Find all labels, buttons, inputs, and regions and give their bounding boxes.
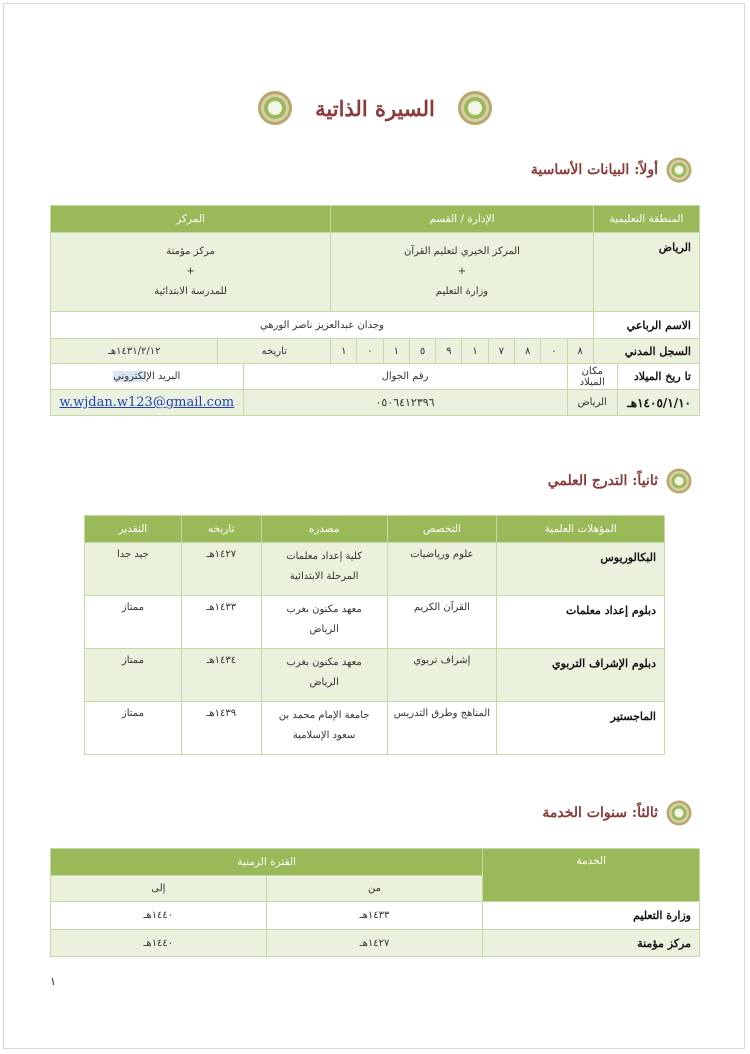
civil-date-value: ١٤٣١/٢/١٢هـ [51,339,218,364]
birthplace-label: مكان الميلاد [567,364,617,390]
grade-cell: ممتاز [85,649,182,702]
ornament-medal-icon [666,468,692,494]
source-line1: كلية إعداد معلمات [286,551,362,562]
basic-info-table [50,205,700,416]
table-row [85,543,665,596]
civil-digit: ٩ [436,339,462,364]
source-line1: جامعة الإمام محمد بن [278,710,370,721]
mobile-label: رقم الجوال [243,364,567,390]
section-academic-heading [548,468,692,494]
civil-digit: ٨ [515,339,541,364]
email-label-part1: البريد ال [146,371,181,382]
ornament-medal-icon [257,90,293,126]
region-value: الرياض [593,233,699,312]
email-link[interactable]: w.wjdan.w123@gmail.com [59,395,235,410]
department-line1: المركز الخيري لتعليم القرآن [403,246,520,257]
academic-table [84,515,665,755]
source-line2: سعود الإسلامية [292,730,356,741]
grade-cell: ممتاز [85,596,182,649]
header-service: الخدمة [483,849,700,902]
civil-digit: ٨ [567,339,593,364]
department-line2: وزارة التعليم [435,286,489,297]
source-cell [261,702,387,755]
source-cell [261,596,387,649]
birthplace-value: الرياض [567,390,617,416]
department-cell [331,233,594,312]
ornament-medal-icon [666,800,692,826]
table-row [85,649,665,702]
civil-digit: ٧ [488,339,514,364]
civil-digit: ٠ [357,339,383,364]
department-plus: + [457,266,467,277]
birth-date-value: ١٤٠٥/١/١٠هـ [617,390,699,416]
table-row [51,902,700,930]
mobile-value: ٠٥٠٦٤١٢٣٩٦ [243,390,567,416]
header-source: مصدره [261,516,387,543]
header-to: إلى [51,876,267,902]
section-basic-title: أولاً: البيانات الأساسية [530,162,658,178]
name-label: الاسم الرباعي [593,312,699,339]
ornament-medal-icon [666,157,692,183]
birth-label: تا ريخ الميلاد [617,364,699,390]
civil-digit: ١ [331,339,357,364]
header-period: الفترة الزمنية [51,849,483,876]
civil-digit: ٥ [409,339,435,364]
header-region: المنطقة التعليمية [593,206,699,233]
section-service-title: ثالثاً: سنوات الخدمة [542,805,658,821]
qualification-cell: دبلوم إعداد معلمات [497,596,665,649]
qualification-cell: البكالوريوس [497,543,665,596]
service-from-cell: ١٤٣٣هـ [266,902,483,930]
email-label-part2: إلكتروني [113,371,147,382]
center-line2: للمدرسة الابتدائية [154,286,227,297]
service-to-cell: ١٤٤٠هـ [51,902,267,930]
header-from: من [266,876,483,902]
source-cell [261,543,387,596]
table-row [85,596,665,649]
header-department: الإدارة / القسم [331,206,594,233]
table-row [51,930,700,957]
specialization-cell: إشراف تربوي [387,649,497,702]
date-cell: ١٤٢٧هـ [181,543,261,596]
service-to-cell: ١٤٤٠هـ [51,930,267,957]
source-line2: الرياض [309,624,339,635]
civil-label: السجل المدني [593,339,699,364]
email-label [51,364,244,390]
grade-cell: ممتاز [85,702,182,755]
source-line1: معهد مكنون بغرب [286,604,362,615]
civil-digit: ٠ [541,339,567,364]
service-from-cell: ١٤٢٧هـ [266,930,483,957]
qualification-cell: الماجستير [497,702,665,755]
civil-digit: ١ [383,339,409,364]
page-title: السيرة الذاتية [315,95,435,121]
source-line2: الرياض [309,677,339,688]
civil-date-label: تاريخه [218,339,331,364]
center-cell [51,233,331,312]
header-center: المركز [51,206,331,233]
table-row [85,702,665,755]
ornament-medal-icon [457,90,493,126]
email-cell [51,390,244,416]
date-cell: ١٤٣٩هـ [181,702,261,755]
center-line1: مركز مؤمنة [166,246,215,257]
source-cell [261,649,387,702]
header-qualification: المؤهلات العلمية [497,516,665,543]
center-plus: + [186,266,195,277]
section-service-heading [542,800,692,826]
source-line2: المرحلة الابتدائية [289,571,359,582]
specialization-cell: القرآن الكريم [387,596,497,649]
title-row [0,90,750,126]
header-date: تاريخه [181,516,261,543]
service-name-cell: وزارة التعليم [483,902,700,930]
date-cell: ١٤٣٤هـ [181,649,261,702]
section-basic-heading [531,157,692,183]
grade-cell: جيد جدا [85,543,182,596]
specialization-cell: علوم ورياضيات [387,543,497,596]
date-cell: ١٤٣٣هـ [181,596,261,649]
service-name-cell: مركز مؤمنة [483,930,700,957]
name-value: وجدان عبدالعزيز ناصر الورهي [51,312,594,339]
header-specialization: التخصص [387,516,497,543]
civil-digit: ١ [462,339,488,364]
specialization-cell: المناهج وطرق التدريس [387,702,497,755]
source-line1: معهد مكنون بغرب [286,657,362,668]
section-academic-title: ثانياً: التدرج العلمي [547,473,658,489]
header-grade: التقدير [85,516,182,543]
page-number: ١ [50,975,56,988]
service-table [50,848,700,957]
qualification-cell: دبلوم الإشراف التربوي [497,649,665,702]
